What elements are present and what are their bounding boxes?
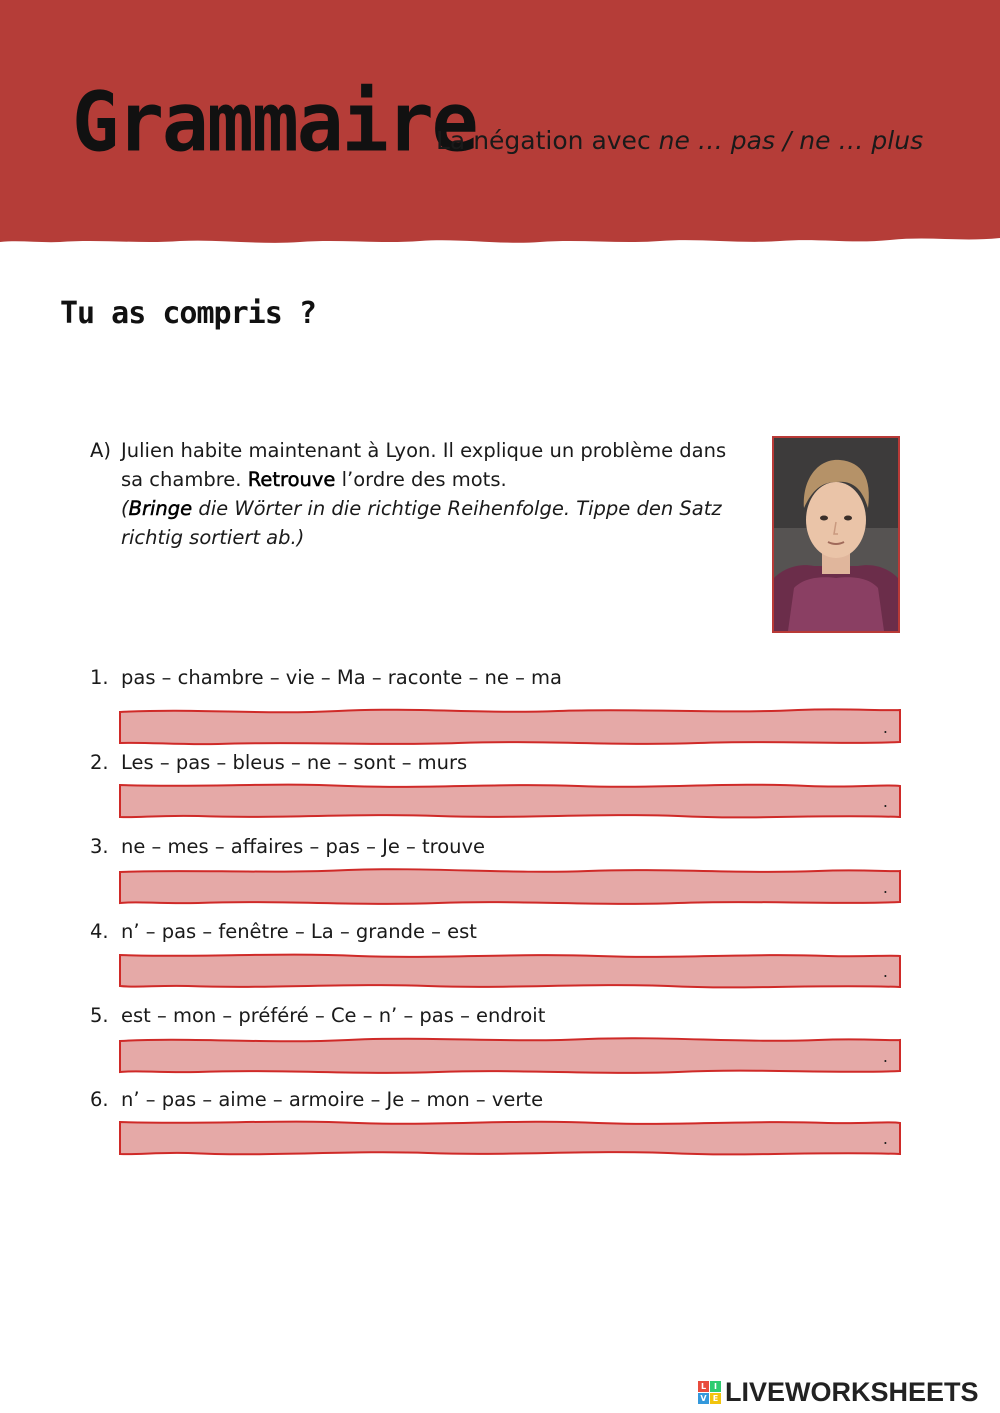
answer-field-6[interactable]: . <box>118 1117 902 1159</box>
item-6-words: 6. n’ – pas – aime – armoire – Je – mon – verte <box>90 1088 544 1111</box>
answer-input-5[interactable] <box>128 1041 878 1069</box>
item-2-words: 2. Les – pas – bleus – ne – sont – murs <box>90 751 468 774</box>
answer-input-6[interactable] <box>128 1123 878 1151</box>
exercise-instruction: A) Julien habite maintenant à Lyon. Il explique un problème dans sa chambre. Retrouve l’ordre des mots. (Bringe die Wörter in die richtige Reihenfolge. Tippe den Satz richtig sortiert ab.) <box>90 436 750 552</box>
answer-input-3[interactable] <box>128 872 878 900</box>
liveworksheets-logo[interactable] <box>698 1376 979 1408</box>
page-title: Grammaire <box>72 75 477 171</box>
page-subtitle: La négation avec ne … pas / ne … plus <box>436 126 924 155</box>
section-heading: Tu as compris ? <box>60 296 316 331</box>
answer-field-2[interactable]: . <box>118 780 902 822</box>
item-4-words: 4. n’ – pas – fenêtre – La – grande – est <box>90 920 477 943</box>
logo-blocks-icon: L I V E <box>698 1381 721 1404</box>
header-banner <box>0 0 1000 260</box>
answer-field-3[interactable]: . <box>118 866 902 908</box>
julien-photo <box>772 436 900 633</box>
answer-input-2[interactable] <box>128 786 878 814</box>
answer-field-1[interactable]: . <box>118 706 902 748</box>
item-5-words: 5. est – mon – préféré – Ce – n’ – pas – endroit <box>90 1004 546 1027</box>
item-3-words: 3. ne – mes – affaires – pas – Je – trouve <box>90 835 486 858</box>
answer-field-4[interactable]: . <box>118 950 902 992</box>
item-1-words: 1. pas – chambre – vie – Ma – raconte – ne – ma <box>90 666 563 689</box>
exercise-letter: A) <box>90 439 111 462</box>
answer-input-4[interactable] <box>128 956 878 984</box>
answer-field-5[interactable]: . <box>118 1035 902 1077</box>
logo-text: LIVEWORKSHEETS <box>725 1376 979 1407</box>
answer-input-1[interactable] <box>128 712 878 740</box>
